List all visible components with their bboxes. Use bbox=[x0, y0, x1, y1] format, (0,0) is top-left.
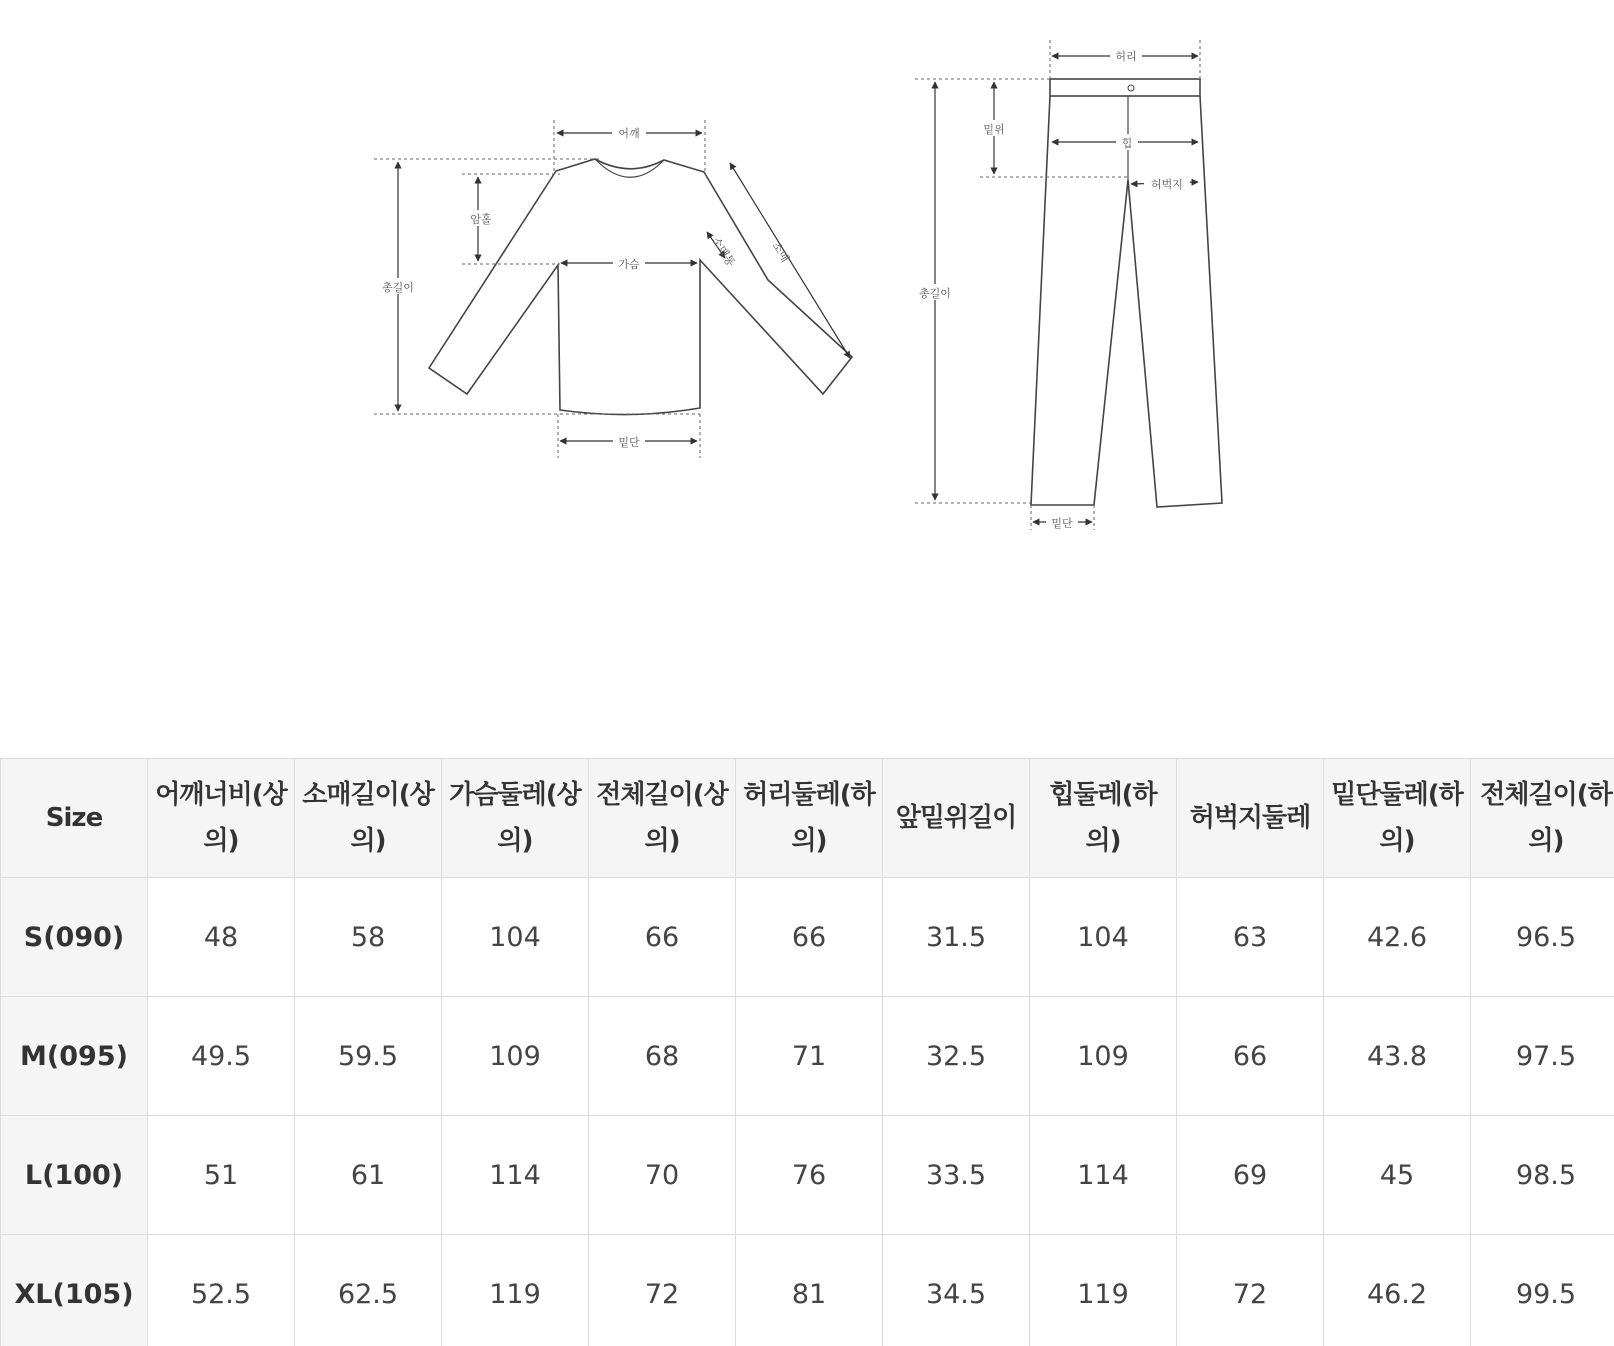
table-cell: 63 bbox=[1177, 878, 1324, 997]
table-cell: 114 bbox=[442, 1116, 589, 1235]
header-top-total-length: 전체길이(상 의) bbox=[589, 759, 736, 878]
pants-dimension-arrows bbox=[935, 56, 1198, 522]
table-cell: 114 bbox=[1030, 1116, 1177, 1235]
table-row bbox=[1, 997, 1614, 1116]
label-hip: 힙 bbox=[1121, 137, 1133, 150]
diagram-svg bbox=[0, 0, 1614, 620]
table-cell: 58 bbox=[295, 878, 442, 997]
table-row bbox=[1, 1116, 1614, 1235]
label-top-total-length: 총길이 bbox=[382, 281, 414, 294]
table-cell: 43.8 bbox=[1324, 997, 1471, 1116]
table-cell: 71 bbox=[736, 997, 883, 1116]
label-thigh: 허벅지 bbox=[1151, 178, 1183, 191]
table-cell: 59.5 bbox=[295, 997, 442, 1116]
label-shoulder: 어깨 bbox=[618, 127, 640, 140]
table-cell: 42.6 bbox=[1324, 878, 1471, 997]
table-cell: 99.5 bbox=[1471, 1235, 1614, 1346]
top-labels bbox=[376, 124, 793, 449]
top-dimension-arrows bbox=[398, 133, 850, 441]
table-cell: 48 bbox=[148, 878, 295, 997]
label-rise: 밑위 bbox=[983, 123, 1005, 136]
table-cell: 119 bbox=[1030, 1235, 1177, 1346]
header-chest: 가슴둘레(상 의) bbox=[442, 759, 589, 878]
label-pants-hem: 밑단 bbox=[1051, 517, 1073, 530]
label-sleeve: 소매 bbox=[769, 239, 792, 265]
size-table bbox=[0, 758, 1614, 1346]
garment-diagrams bbox=[0, 0, 1614, 620]
row-size-label: M(095) bbox=[1, 997, 148, 1116]
table-cell: 98.5 bbox=[1471, 1116, 1614, 1235]
table-row bbox=[1, 1235, 1614, 1346]
header-sleeve-length: 소매길이(상 의) bbox=[295, 759, 442, 878]
table-cell: 52.5 bbox=[148, 1235, 295, 1346]
pants-outline bbox=[1031, 96, 1222, 507]
table-cell: 96.5 bbox=[1471, 878, 1614, 997]
header-hip: 힙둘레(하 의) bbox=[1030, 759, 1177, 878]
top-guide-lines bbox=[374, 120, 705, 458]
table-cell: 104 bbox=[1030, 878, 1177, 997]
table-cell: 32.5 bbox=[883, 997, 1030, 1116]
table-cell: 62.5 bbox=[295, 1235, 442, 1346]
table-cell: 81 bbox=[736, 1235, 883, 1346]
table-cell: 61 bbox=[295, 1116, 442, 1235]
label-top-hem: 밑단 bbox=[618, 436, 640, 449]
table-cell: 45 bbox=[1324, 1116, 1471, 1235]
table-cell: 109 bbox=[442, 997, 589, 1116]
table-cell: 33.5 bbox=[883, 1116, 1030, 1235]
label-pants-total-length: 총길이 bbox=[919, 287, 951, 300]
header-hem: 밑단둘레(하 의) bbox=[1324, 759, 1471, 878]
label-waist: 허리 bbox=[1115, 50, 1137, 63]
header-shoulder-width: 어깨너비(상 의) bbox=[148, 759, 295, 878]
header-thigh: 허벅지둘레 bbox=[1177, 759, 1324, 878]
header-front-rise: 앞밑위길이 bbox=[883, 759, 1030, 878]
table-cell: 66 bbox=[589, 878, 736, 997]
table-cell: 66 bbox=[1177, 997, 1324, 1116]
table-cell: 109 bbox=[1030, 997, 1177, 1116]
table-cell: 34.5 bbox=[883, 1235, 1030, 1346]
header-waist: 허리둘레(하 의) bbox=[736, 759, 883, 878]
table-cell: 49.5 bbox=[148, 997, 295, 1116]
label-armhole: 암홀 bbox=[470, 213, 492, 226]
table-cell: 46.2 bbox=[1324, 1235, 1471, 1346]
table-cell: 51 bbox=[148, 1116, 295, 1235]
header-bottom-total-length: 전체길이(하 의) bbox=[1471, 759, 1614, 878]
label-sleeve-width: 소매통 bbox=[709, 234, 738, 269]
row-size-label: L(100) bbox=[1, 1116, 148, 1235]
label-chest: 가슴 bbox=[618, 258, 640, 271]
row-size-label: S(090) bbox=[1, 878, 148, 997]
table-cell: 72 bbox=[589, 1235, 736, 1346]
table-cell: 119 bbox=[442, 1235, 589, 1346]
table-cell: 104 bbox=[442, 878, 589, 997]
table-cell: 97.5 bbox=[1471, 997, 1614, 1116]
table-cell: 69 bbox=[1177, 1116, 1324, 1235]
header-size: Size bbox=[1, 759, 148, 878]
table-cell: 72 bbox=[1177, 1235, 1324, 1346]
table-cell: 31.5 bbox=[883, 878, 1030, 997]
table-cell: 70 bbox=[589, 1116, 736, 1235]
pants-waistband bbox=[1050, 79, 1200, 96]
table-row bbox=[1, 878, 1614, 997]
pants-labels bbox=[913, 47, 1190, 530]
pants-guide-lines bbox=[915, 40, 1200, 530]
tee-outline bbox=[429, 159, 852, 415]
top-garment-diagram bbox=[429, 159, 852, 415]
table-cell: 66 bbox=[736, 878, 883, 997]
size-table-container bbox=[0, 758, 1614, 1346]
table-header-row bbox=[1, 759, 1614, 878]
table-cell: 68 bbox=[589, 997, 736, 1116]
table-cell: 76 bbox=[736, 1116, 883, 1235]
row-size-label: XL(105) bbox=[1, 1235, 148, 1346]
